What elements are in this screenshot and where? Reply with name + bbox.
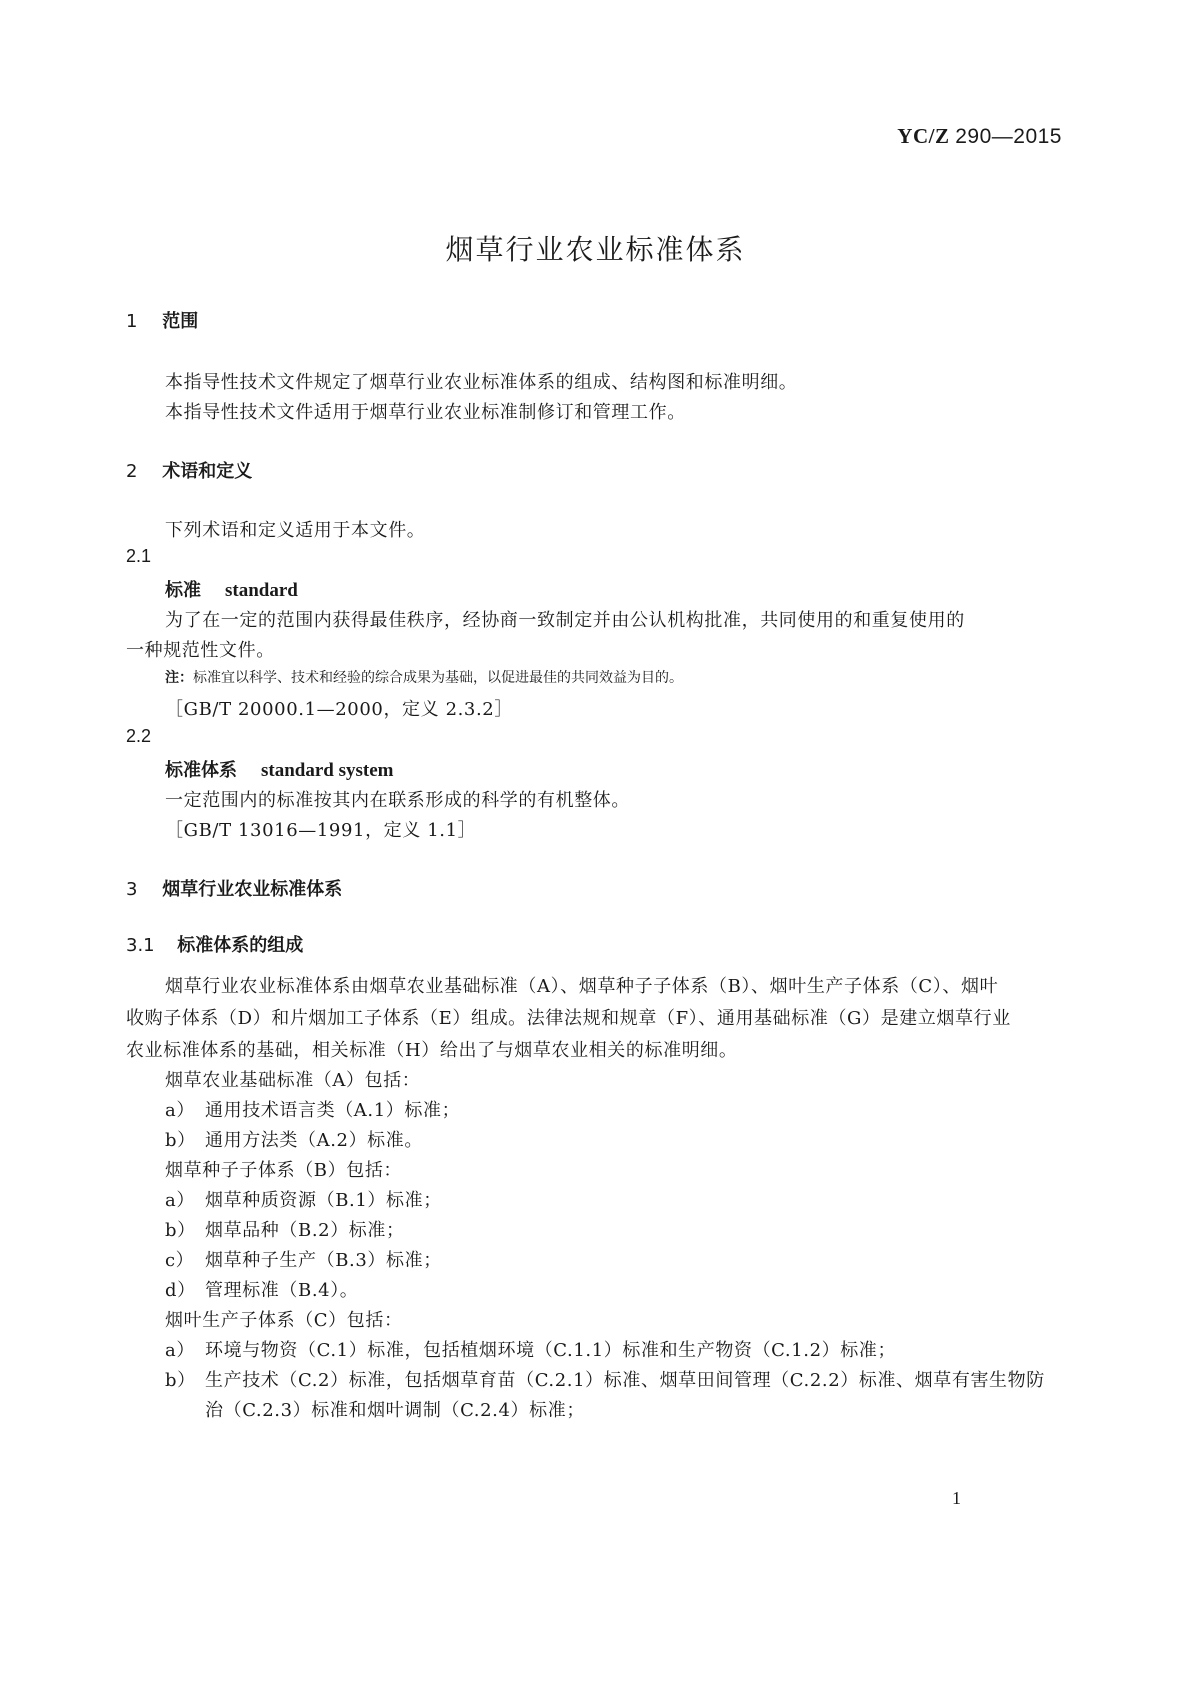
term-2-1-en: standard [225, 580, 298, 601]
section-2-heading [126, 457, 252, 483]
list-item-continuation: 治（C.2.3）标准和烟叶调制（C.2.4）标准； [205, 1400, 585, 1421]
list-item-label: a） [165, 1190, 195, 1211]
list-item-label: b） [165, 1370, 196, 1391]
term-2-1-note [165, 667, 683, 687]
section-3-1-paragraph-line-3: 农业标准体系的基础，相关标准（H）给出了与烟草农业相关的标准明细。 [126, 1040, 738, 1061]
document-title: 烟草行业农业标准体系 [445, 233, 746, 266]
section-3-1-number: 3.1 [126, 935, 155, 956]
list-item-label: a） [165, 1340, 195, 1361]
section-1-paragraph-2: 本指导性技术文件适用于烟草行业农业标准制修订和管理工作。 [165, 402, 686, 423]
standard-code [897, 124, 1062, 149]
term-2-1-source: ［GB/T 20000.1—2000，定义 2.3.2］ [165, 699, 513, 720]
list-item-text: 通用技术语言类（A.1）标准； [205, 1100, 461, 1121]
list-item [165, 1216, 405, 1242]
list-item-label: c） [165, 1250, 195, 1271]
section-3-1-paragraph-line-1: 烟草行业农业标准体系由烟草农业基础标准（A）、烟草种子子体系（B）、烟叶生产子体系（C）、烟叶 [165, 976, 999, 997]
list-item [165, 1096, 460, 1122]
list-item-text: 烟草品种（B.2）标准； [205, 1220, 405, 1241]
section-1-heading [126, 307, 198, 333]
section-2-intro: 下列术语和定义适用于本文件。 [165, 520, 426, 541]
list-item-text: 环境与物资（C.1）标准，包括植烟环境（C.1.1）标准和生产物资（C.1.2）标准； [205, 1340, 897, 1361]
list-item-text: 生产技术（C.2）标准，包括烟草育苗（C.2.1）标准、烟草田间管理（C.2.2）标准、烟草有害生物防 [205, 1370, 1045, 1391]
list-item [165, 1336, 896, 1362]
list-item [165, 1366, 1045, 1392]
term-2-1-zh: 标准 [165, 580, 201, 601]
standard-code-prefix: YC/Z [897, 124, 950, 148]
list-item [165, 1246, 442, 1272]
group-b-intro: 烟草种子子体系（B）包括： [165, 1160, 403, 1181]
group-c-intro: 烟叶生产子体系（C）包括： [165, 1310, 403, 1331]
note-label: 注： [165, 670, 193, 686]
list-item-text: 烟草种子生产（B.3）标准； [205, 1250, 442, 1271]
term-2-2-source: ［GB/T 13016—1991，定义 1.1］ [165, 820, 477, 841]
list-item-text: 烟草种质资源（B.1）标准； [205, 1190, 442, 1211]
term-2-2 [165, 756, 393, 782]
term-2-2-en: standard system [261, 760, 394, 781]
section-1-title: 范围 [162, 311, 199, 332]
list-item-text: 通用方法类（A.2）标准。 [205, 1130, 423, 1151]
term-2-2-number: 2.2 [126, 726, 152, 746]
section-2-title: 术语和定义 [162, 461, 253, 482]
section-3-1-heading [126, 931, 303, 957]
section-3-number: 3 [126, 879, 138, 900]
section-3-heading [126, 875, 342, 901]
list-item-label: b） [165, 1130, 196, 1151]
section-2-number: 2 [126, 461, 138, 482]
term-2-1-number: 2.1 [126, 546, 152, 566]
term-2-1-definition-line-2: 一种规范性文件。 [126, 640, 275, 661]
section-3-1-title: 标准体系的组成 [177, 935, 304, 956]
section-3-1-paragraph-line-2: 收购子体系（D）和片烟加工子体系（E）组成。法律法规和规章（F）、通用基础标准（G）是建立烟草行业 [126, 1008, 1011, 1029]
list-item-label: d） [165, 1280, 196, 1301]
list-item [165, 1276, 358, 1302]
standard-code-number: 290—2015 [955, 125, 1062, 148]
term-2-2-definition: 一定范围内的标准按其内在联系形成的科学的有机整体。 [165, 790, 630, 811]
term-2-1-definition-line-1: 为了在一定的范围内获得最佳秩序，经协商一致制定并由公认机构批准，共同使用的和重复使用的 [165, 610, 965, 631]
term-2-2-zh: 标准体系 [165, 760, 237, 781]
list-item-text: 管理标准（B.4）。 [205, 1280, 359, 1301]
group-a-intro: 烟草农业基础标准（A）包括： [165, 1070, 421, 1091]
section-3-title: 烟草行业农业标准体系 [162, 879, 343, 900]
page-number: 1 [952, 1488, 961, 1508]
section-1-number: 1 [126, 311, 138, 332]
term-2-1 [165, 576, 298, 602]
section-1-paragraph-1: 本指导性技术文件规定了烟草行业农业标准体系的组成、结构图和标准明细。 [165, 372, 798, 393]
list-item [165, 1126, 423, 1152]
note-text: 标准宜以科学、技术和经验的综合成果为基础，以促进最佳的共同效益为目的。 [193, 670, 683, 686]
list-item [165, 1186, 442, 1212]
list-item-label: b） [165, 1220, 196, 1241]
list-item-label: a） [165, 1100, 195, 1121]
